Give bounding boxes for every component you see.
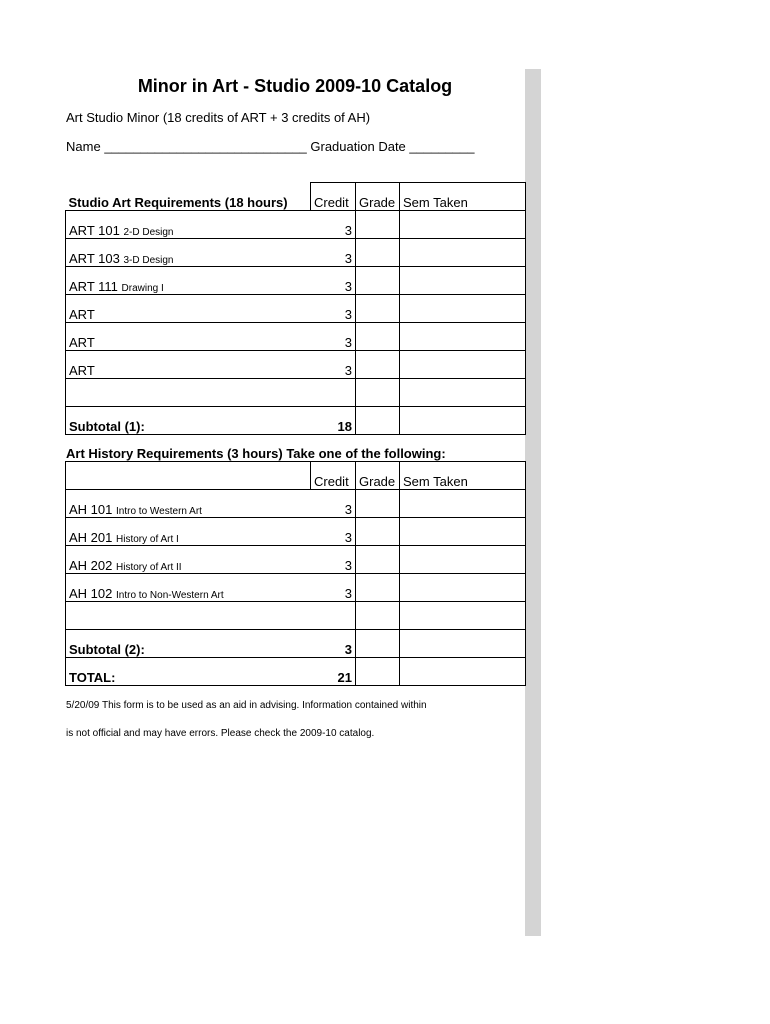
graduation-date-blank[interactable]: _________ (409, 139, 475, 154)
page-title: Minor in Art - Studio 2009-10 Catalog (137, 76, 453, 96)
grade-cell[interactable] (356, 267, 400, 295)
grade-cell[interactable] (356, 490, 400, 518)
sem-taken-cell[interactable] (400, 574, 526, 602)
credit-cell: 3 (311, 351, 356, 379)
grade-cell[interactable] (356, 295, 400, 323)
studio-header-row (66, 183, 526, 211)
grade-cell[interactable] (356, 239, 400, 267)
ah-subtotal-row (66, 630, 526, 658)
table-row (66, 267, 526, 295)
table-row (66, 351, 526, 379)
sem-taken-cell[interactable] (400, 490, 526, 518)
table-row (66, 490, 526, 518)
course-code: AH 102 (69, 586, 113, 601)
sem-taken-cell[interactable] (400, 239, 526, 267)
credit-cell: 3 (311, 546, 356, 574)
studio-subtotal-row (66, 407, 526, 435)
name-label: Name (66, 139, 101, 154)
credit-cell: 3 (311, 295, 356, 323)
grade-cell[interactable] (356, 518, 400, 546)
credit-cell: 3 (311, 267, 356, 295)
course-code: ART (69, 335, 95, 350)
credit-cell: 3 (311, 323, 356, 351)
grade-cell[interactable] (356, 546, 400, 574)
table-row-empty (66, 602, 526, 630)
ah-header-row (66, 462, 526, 490)
studio-heading: Studio Art Requirements (18 hours) (66, 183, 311, 211)
table-row (66, 239, 526, 267)
credit-column-header: Credit (311, 183, 356, 211)
subtotal-label: Subtotal (1): (66, 407, 311, 435)
course-desc: 3-D Design (123, 255, 174, 266)
table-row (66, 211, 526, 239)
subtitle: Art Studio Minor (18 credits of ART + 3 credits of AH) (66, 110, 371, 125)
credit-cell: 3 (311, 239, 356, 267)
gray-side-bar (525, 69, 541, 936)
course-desc: History of Art I (116, 534, 179, 545)
sem-taken-cell[interactable] (400, 211, 526, 239)
course-code: AH 202 (69, 558, 113, 573)
grade-cell[interactable] (356, 323, 400, 351)
course-code: ART 101 (69, 223, 120, 238)
table-row (66, 295, 526, 323)
credit-cell: 3 (311, 574, 356, 602)
sem-taken-column-header: Sem Taken (400, 183, 526, 211)
credit-cell: 3 (311, 518, 356, 546)
sem-taken-cell[interactable] (400, 518, 526, 546)
course-code: ART (69, 307, 95, 322)
course-code: ART (69, 363, 95, 378)
course-code: AH 101 (69, 502, 113, 517)
course-desc: Drawing I (121, 283, 164, 294)
subtotal-value: 3 (311, 630, 356, 658)
sem-taken-cell[interactable] (400, 351, 526, 379)
grade-cell[interactable] (356, 574, 400, 602)
course-desc: 2-D Design (123, 227, 174, 238)
total-label: TOTAL: (66, 658, 311, 686)
course-code: ART 103 (69, 251, 120, 266)
course-desc: Intro to Non-Western Art (116, 590, 224, 601)
footnote-line-2: is not official and may have errors. Please check the 2009-10 catalog. (66, 728, 375, 739)
subtotal-value: 18 (311, 407, 356, 435)
art-history-heading: Art History Requirements (3 hours) Take one of the following: (66, 446, 446, 461)
studio-art-table (65, 182, 526, 435)
table-row (66, 574, 526, 602)
grade-cell[interactable] (356, 351, 400, 379)
credit-cell: 3 (311, 211, 356, 239)
name-blank[interactable]: ____________________________ (104, 139, 307, 154)
sem-taken-cell[interactable] (400, 295, 526, 323)
credit-column-header: Credit (311, 462, 356, 490)
sem-taken-cell[interactable] (400, 267, 526, 295)
sem-taken-cell[interactable] (400, 546, 526, 574)
table-row (66, 518, 526, 546)
total-value: 21 (311, 658, 356, 686)
graduation-date-label: Graduation Date (310, 139, 406, 154)
sem-taken-cell[interactable] (400, 323, 526, 351)
table-row (66, 323, 526, 351)
grade-column-header: Grade (356, 183, 400, 211)
course-code: ART 111 (69, 279, 118, 294)
sem-taken-column-header: Sem Taken (400, 462, 526, 490)
grade-column-header: Grade (356, 462, 400, 490)
course-code: AH 201 (69, 530, 113, 545)
footnote-line-1: 5/20/09 This form is to be used as an aid in advising. Information contained within (66, 700, 427, 711)
credit-cell: 3 (311, 490, 356, 518)
art-history-table (65, 461, 526, 686)
total-row (66, 658, 526, 686)
table-row (66, 546, 526, 574)
table-row-empty (66, 379, 526, 407)
grade-cell[interactable] (356, 211, 400, 239)
name-line (66, 139, 475, 154)
course-desc: Intro to Western Art (116, 506, 202, 517)
course-desc: History of Art II (116, 562, 182, 573)
subtotal-label: Subtotal (2): (66, 630, 311, 658)
